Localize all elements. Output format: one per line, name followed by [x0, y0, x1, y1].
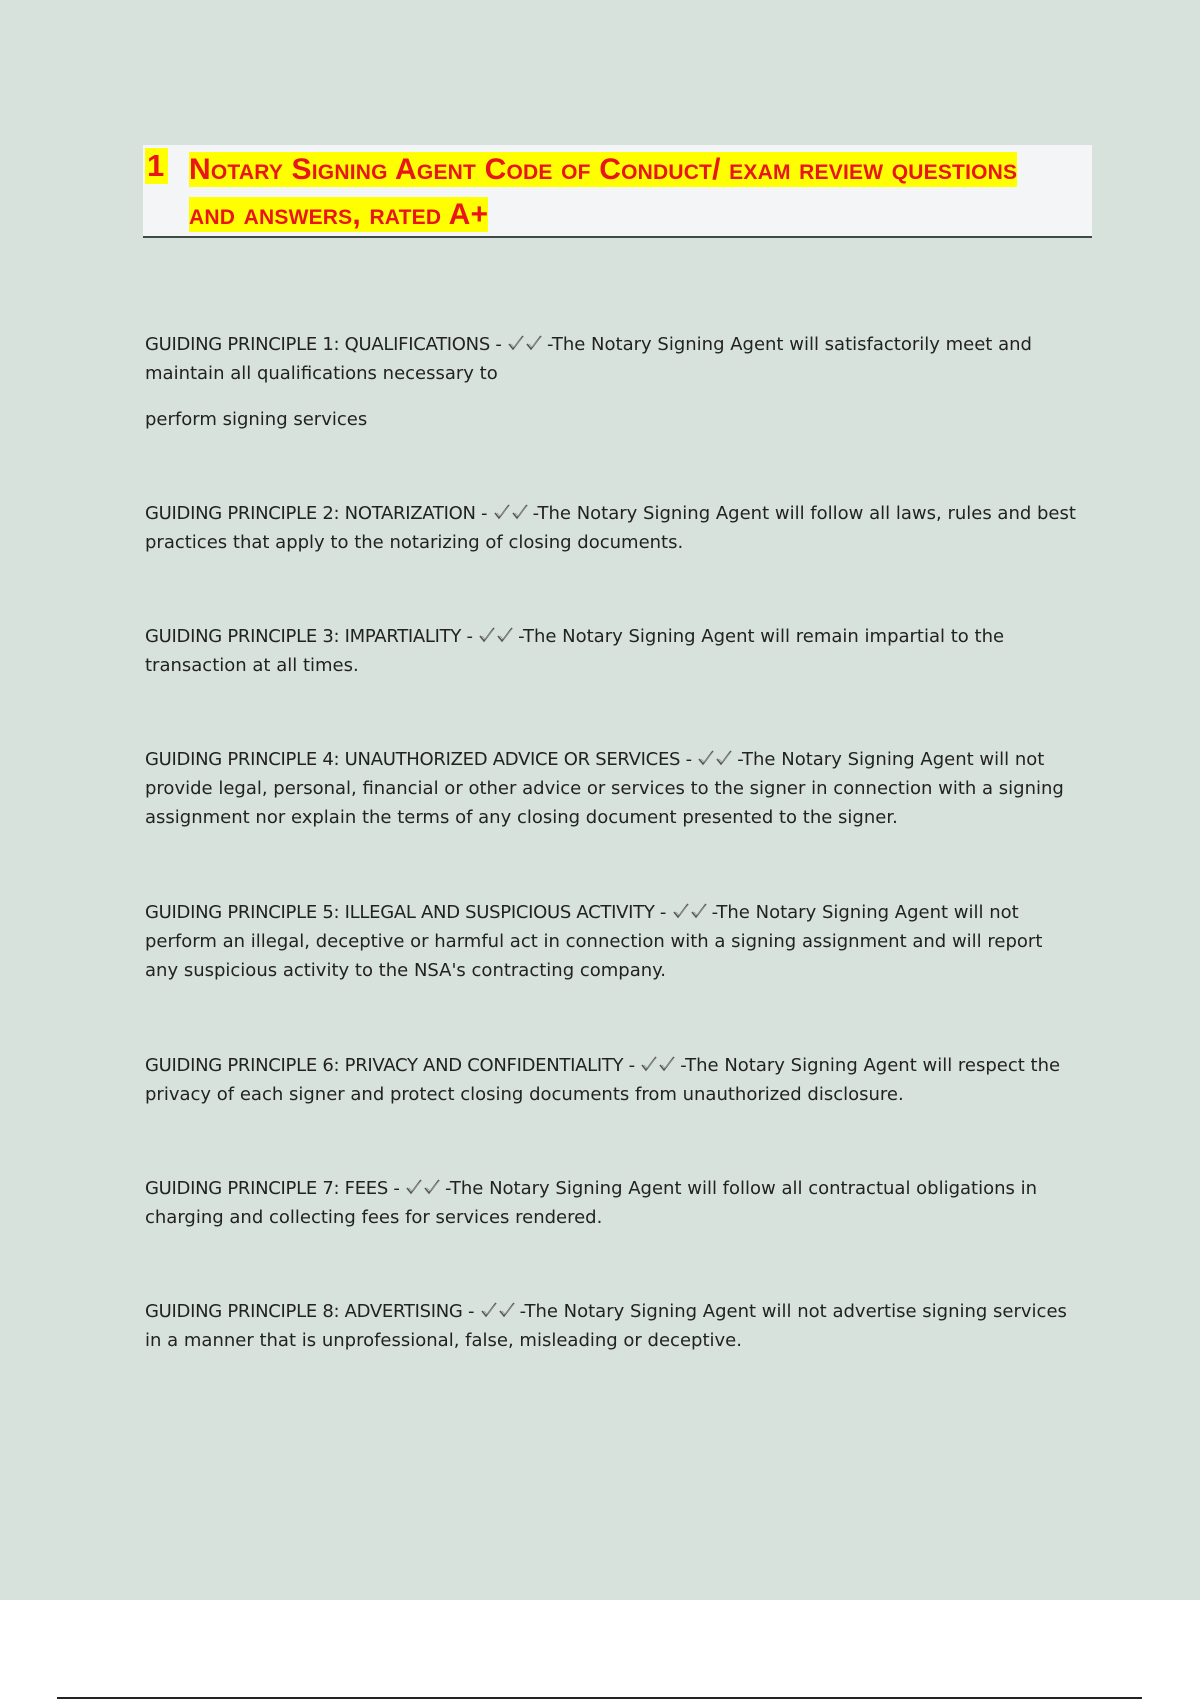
principle-answer-continuation: perform signing services	[145, 409, 368, 430]
double-check-icon	[640, 1054, 680, 1074]
double-check-icon	[672, 901, 712, 921]
document-title-text: Notary Signing Agent Code of Conduct/ exam review questions and answers, rated A+	[189, 153, 1018, 231]
principle-answer: -The Notary Signing Agent will satisfactorily meet and maintain all qualifications necessary to	[145, 334, 1032, 384]
principle-item	[145, 745, 1080, 832]
double-check-icon	[507, 333, 547, 353]
principle-label: GUIDING PRINCIPLE 3: IMPARTIALITY -	[145, 626, 479, 647]
principle-label: GUIDING PRINCIPLE 1: QUALIFICATIONS -	[145, 334, 508, 355]
document-title-box	[143, 145, 1092, 238]
principle-item	[145, 330, 1080, 388]
principle-answer: -The Notary Signing Agent will not provide legal, personal, financial or other advice or services to the signer in connection with a signing assignment nor explain the terms of any closing document presented to the signer.	[145, 749, 1064, 828]
footer-divider	[57, 1697, 1142, 1699]
principle-label: GUIDING PRINCIPLE 2: NOTARIZATION -	[145, 503, 493, 524]
principle-label: GUIDING PRINCIPLE 7: FEES -	[145, 1178, 406, 1199]
heading-number: 1	[145, 148, 168, 184]
principle-item-continuation	[145, 405, 1080, 434]
double-check-icon	[697, 748, 737, 768]
double-check-icon	[480, 1300, 520, 1320]
principle-label: GUIDING PRINCIPLE 8: ADVERTISING -	[145, 1301, 480, 1322]
principle-answer: -The Notary Signing Agent will not perform an illegal, deceptive or harmful act in connection with a signing assignment and will report any suspicious activity to the NSA's contracting company.	[145, 902, 1043, 981]
principle-item	[145, 1174, 1080, 1232]
principle-answer: -The Notary Signing Agent will remain impartial to the transaction at all times.	[145, 626, 1005, 676]
double-check-icon	[405, 1177, 445, 1197]
principle-answer: -The Notary Signing Agent will respect the privacy of each signer and protect closing documents from unauthorized disclosure.	[145, 1055, 1061, 1105]
principle-answer: -The Notary Signing Agent will follow all laws, rules and best practices that apply to the notarizing of closing documents.	[145, 503, 1076, 553]
principle-item	[145, 499, 1080, 557]
principle-label: GUIDING PRINCIPLE 6: PRIVACY AND CONFIDENTIALITY -	[145, 1055, 641, 1076]
principle-answer: -The Notary Signing Agent will not advertise signing services in a manner that is unprofessional, false, misleading or deceptive.	[145, 1301, 1067, 1351]
double-check-icon	[493, 502, 533, 522]
principle-item	[145, 1051, 1080, 1109]
document-title	[189, 147, 1069, 237]
principle-label: GUIDING PRINCIPLE 4: UNAUTHORIZED ADVICE OR SERVICES -	[145, 749, 698, 770]
double-check-icon	[478, 625, 518, 645]
principle-label: GUIDING PRINCIPLE 5: ILLEGAL AND SUSPICIOUS ACTIVITY -	[145, 902, 672, 923]
principle-answer: -The Notary Signing Agent will follow all contractual obligations in charging and collecting fees for services rendered.	[145, 1178, 1038, 1228]
principle-item	[145, 622, 1080, 680]
principle-item	[145, 898, 1080, 985]
principle-item	[145, 1297, 1080, 1355]
